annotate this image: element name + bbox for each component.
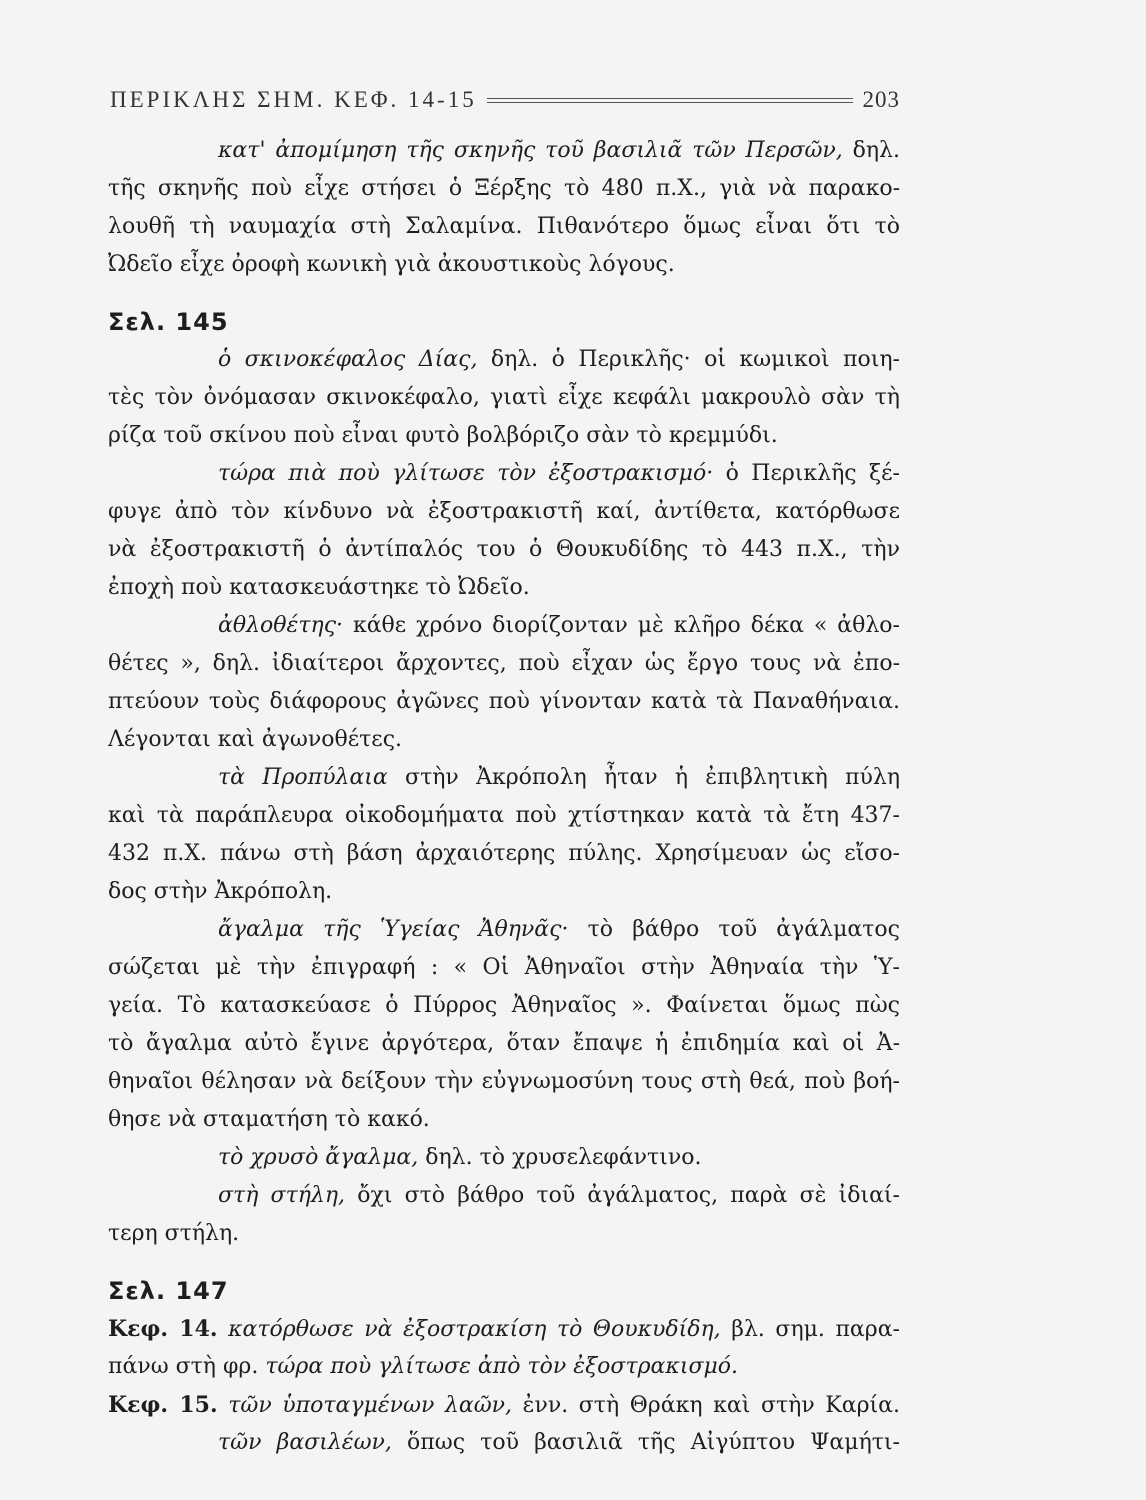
page-number: 203 — [862, 87, 900, 112]
text-line: Ὠδεῖο εἶχε ὀροφὴ κωνικὴ γιὰ ἀκουστικοὺς λόγους. — [108, 252, 675, 277]
text-line: πτεύουν τοὺς διάφορους ἀγῶνες ποὺ γίνονταν κατὰ τὰ Παναθήναια. — [108, 689, 900, 714]
text-line: ὁ σκινοκέφαλος Δίας, δηλ. ὁ Περικλῆς· οἱ κωμικοὶ ποιη- — [218, 347, 900, 372]
text-line: τερη στήλη. — [108, 1221, 240, 1246]
text-line: Λέγονται καὶ ἀγωνοθέτες. — [108, 727, 403, 752]
text-line: θέτες », δηλ. ἰδιαίτεροι ἄρχοντες, ποὺ εἶχαν ὡς ἔργο τους νὰ ἐπο- — [108, 651, 900, 676]
text-line: πάνω στὴ φρ. τώρα ποὺ γλίτωσε ἀπὸ τὸν ἐξοστρακισμό. — [108, 1354, 739, 1379]
text-line: θηναῖοι θέλησαν νὰ δείξουν τὴν εὐγνωμοσύνη τους στὴ θεά, ποὺ βοή- — [108, 1069, 900, 1094]
header-title: ΠΕΡΙΚΛΗΣ ΣΗΜ. ΚΕΦ. 14-15 — [110, 87, 477, 112]
text-line: σώζεται μὲ τὴν ἐπιγραφή : « Οἱ Ἀθηναῖοι στὴν Ἀθηναία τὴν Ὑ- — [108, 955, 900, 980]
header-rule — [487, 98, 853, 103]
text-line: κατ' ἀπομίμηση τῆς σκηνῆς τοῦ βασιλιᾶ τῶν Περσῶν, δηλ. — [218, 138, 900, 163]
running-header — [110, 84, 900, 116]
text-line: νὰ ἐξοστρακιστῆ ὁ ἀντίπαλός του ὁ Θουκυδίδης τὸ 443 π.Χ., τὴν — [108, 537, 900, 562]
section-heading: Σελ. 145 — [108, 308, 229, 336]
text-line: τὲς τὸν ὀνόμασαν σκινοκέφαλο, γιατὶ εἶχε κεφάλι μακρουλὸ σὰν τὴ — [108, 385, 900, 410]
text-line: τῆς σκηνῆς ποὺ εἶχε στήσει ὁ Ξέρξης τὸ 480 π.Χ., γιὰ νὰ παρακο- — [108, 176, 900, 201]
text-line: γεία. Τὸ κατασκεύασε ὁ Πύρρος Ἀθηναῖος ». Φαίνεται ὅμως πὼς — [108, 993, 900, 1018]
text-line: τὸ χρυσὸ ἄγαλμα, δηλ. τὸ χρυσελεφάντινο. — [218, 1145, 702, 1170]
text-line: ἀθλοθέτης· κάθε χρόνο διορίζονταν μὲ κλῆρο δέκα « ἀθλο- — [218, 613, 900, 638]
text-line: στὴ στήλη, ὄχι στὸ βάθρο τοῦ ἀγάλματος, παρὰ σὲ ἰδιαί- — [218, 1183, 900, 1208]
text-line: τὸ ἄγαλμα αὐτὸ ἔγινε ἀργότερα, ὅταν ἔπαψε ἡ ἐπιδημία καὶ οἱ Ἀ- — [108, 1031, 900, 1056]
text-line: λουθῆ τὴ ναυμαχία στὴ Σαλαμίνα. Πιθανότερο ὅμως εἶναι ὅτι τὸ — [108, 214, 900, 239]
text-line: ἄγαλμα τῆς Ὑγείας Ἀθηνᾶς· τὸ βάθρο τοῦ ἀγάλματος — [218, 917, 900, 942]
text-line: τὰ Προπύλαια στὴν Ἀκρόπολη ἦταν ἡ ἐπιβλητικὴ πύλη — [218, 765, 900, 790]
page-text — [108, 132, 900, 1462]
text-line: φυγε ἀπὸ τὸν κίνδυνο νὰ ἐξοστρακιστῆ καί, ἀντίθετα, κατόρθωσε — [108, 499, 900, 524]
text-line: τώρα πιὰ ποὺ γλίτωσε τὸν ἐξοστρακισμό· ὁ Περικλῆς ξέ- — [218, 461, 900, 486]
text-line: ρίζα τοῦ σκίνου ποὺ εἶναι φυτὸ βολβόριζο σὰν τὸ κρεμμύδι. — [108, 423, 778, 448]
text-line: Κεφ. 15. τῶν ὑποταγμένων λαῶν, ἐνν. στὴ Θράκη καὶ στὴν Καρία. — [108, 1392, 900, 1418]
text-line: τῶν βασιλέων, ὅπως τοῦ βασιλιᾶ τῆς Αἰγύπτου Ψαμήτι- — [218, 1430, 900, 1455]
text-line: 432 π.Χ. πάνω στὴ βάση ἀρχαιότερης πύλης. Χρησίμευαν ὡς εἴσο- — [108, 841, 900, 866]
text-line: θησε νὰ σταματήση τὸ κακό. — [108, 1107, 430, 1132]
text-line: ἐποχὴ ποὺ κατασκευάστηκε τὸ Ὠδεῖο. — [108, 575, 530, 600]
section-heading: Σελ. 147 — [108, 1277, 229, 1305]
text-line: καὶ τὰ παράπλευρα οἰκοδομήματα ποὺ χτίστηκαν κατὰ τὰ ἔτη 437- — [108, 803, 900, 828]
text-line: δος στὴν Ἀκρόπολη. — [108, 879, 333, 904]
text-line: Κεφ. 14. κατόρθωσε νὰ ἐξοστρακίση τὸ Θουκυδίδη, βλ. σημ. παρα- — [108, 1316, 900, 1342]
